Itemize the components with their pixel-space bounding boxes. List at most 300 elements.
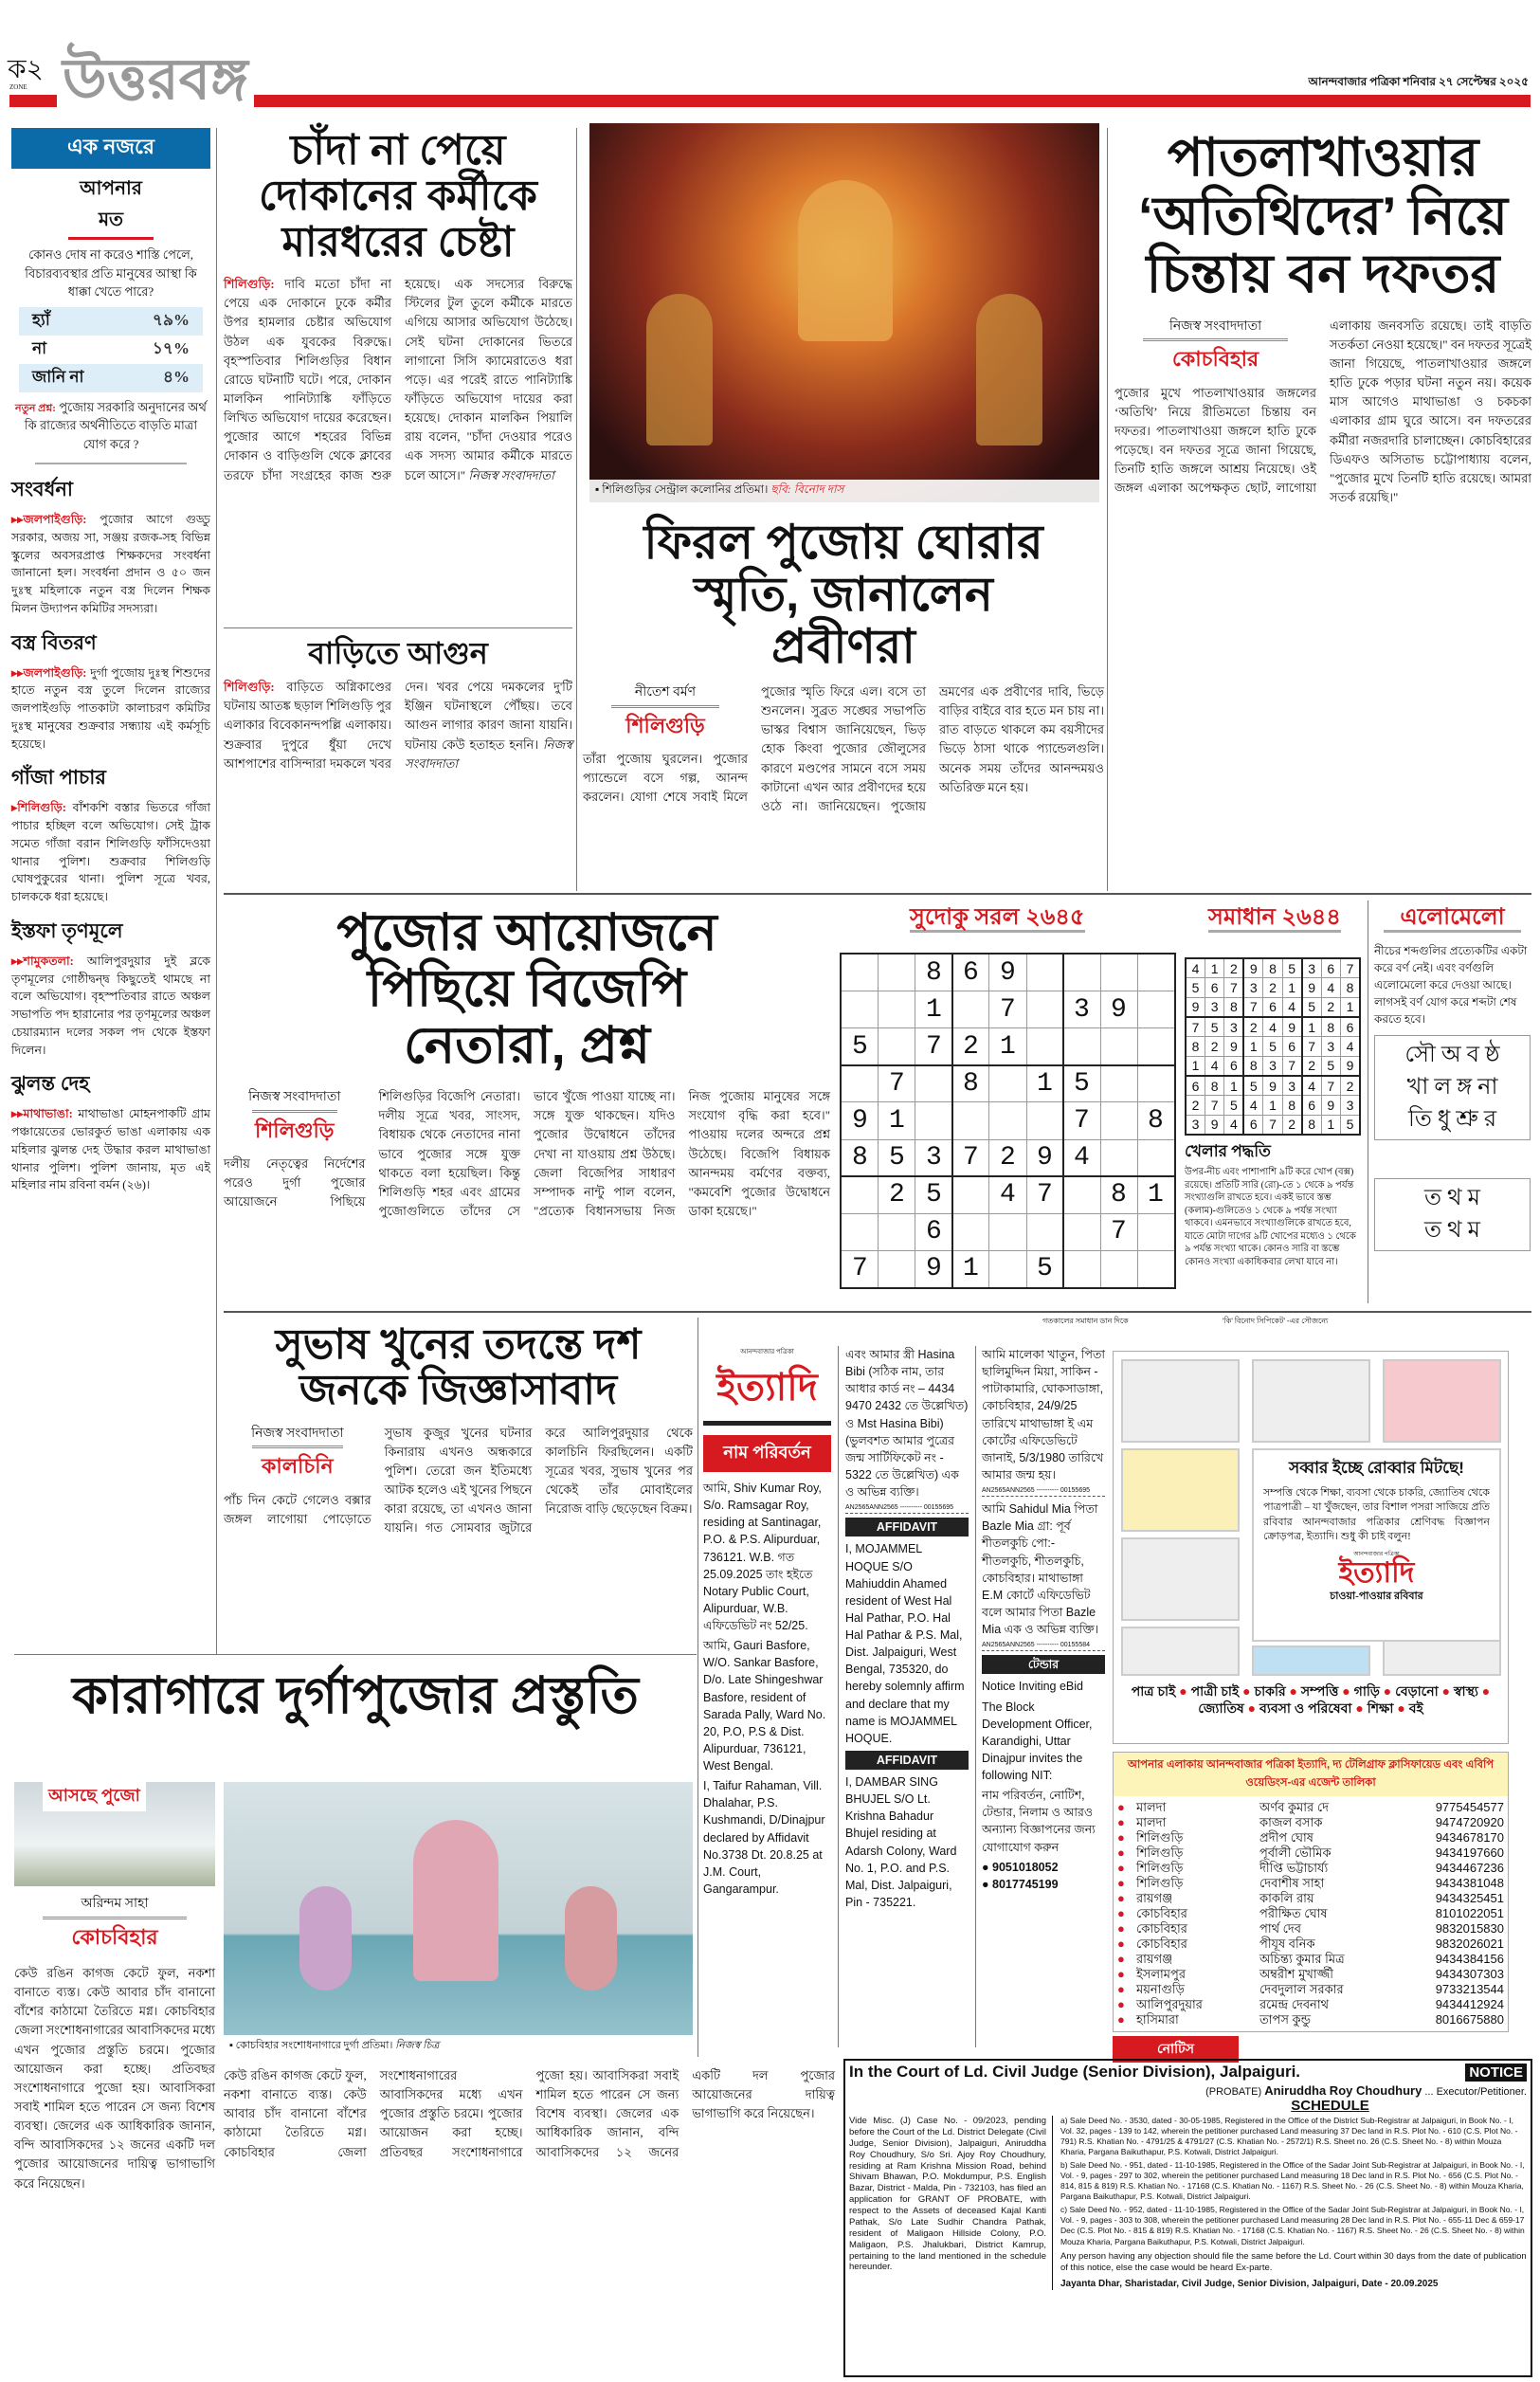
agent-phone: 8101022051 <box>1435 1906 1504 1920</box>
grid-cell: 8 <box>1205 1076 1223 1096</box>
byline: নিজস্ব সংবাদদাতা <box>1169 318 1262 334</box>
agent-area: রায়গঞ্জ <box>1136 1952 1173 1966</box>
agent-name: দেবাশীষ সাহা <box>1259 1876 1325 1890</box>
credit: নিজস্ব সংবাদদাতা <box>405 736 573 771</box>
agent-area: কোচবিহার <box>1136 1937 1187 1951</box>
bullet-dot: ● <box>1117 1997 1125 2011</box>
article-text: বাড়িতে অগ্নিকাণ্ডের ঘটনায় আতঙ্ক ছড়াল শিলিগুড়ি পুর এলাকার বিবেকানন্দপল্লি এলাকায়। শুক্রবার দুপুরে ধুঁয়া দেখে আশপাশের বাসিন্দারা দমকলে খবর দেন। খবর পেয়ে দমকলের দু'টি ইঞ্জিন ঘটনাস্থলে পৌঁছয়। তবে আগুন লাগার কারণ জানা যায়নি। ঘটনায় কেউ হতাহত হননি। <box>224 680 572 771</box>
dateline-place: শিলিগুড়ি <box>611 705 719 742</box>
headline: পাতলাখাওয়ার ‘অতিথিদের’ নিয়ে চিন্তায় বন দফতর <box>1137 127 1509 304</box>
bullet-dot: ● <box>1117 1800 1125 1814</box>
jumble-puzzle <box>1374 905 1531 1251</box>
classified-ad: I, Taifur Rahaman, Vill. Dhalahar, P.S. Kushmandi, D/Dinajpur declared by Affidavit No.3738 Dt. 20.8.25 at J.M. Court, Gangarampur. <box>703 1779 825 1896</box>
grid-cell: 4 <box>1341 1037 1361 1056</box>
agent-row <box>1117 1906 1504 1921</box>
headline: ফিরল পুজোয় ঘোরার স্মৃতি, জানালেন প্রবীণরা <box>643 516 1043 673</box>
grid-cell: 8 <box>1263 958 1282 978</box>
article-text: কেউ রঙিন কাগজ কেটে ফুল, নকশা বানাতে ব্যস্ত। কেউ আবার চাঁদ বানানো বাঁশের কাঠামো তৈরিতে মগ্ন। কোচবিহার জেলা সংশোধনাগারের আবাসিকদের মধ্যে এখন পুজোর প্রস্তুতি চরমে। পুজোর আয়োজন করা হচ্ছে। প্রতিবছর সংশোধনাগারে পুজো হয়। আবাসিকরা সবাই শামিল হতে পারেন সে জন্য বিশেষ ব্যবস্থা। জেলের এক আধিকারিক জানান, বন্দি আবাসিকদের ১২ জনের একটি দল পুজোর আয়োজনের দায়িত্ব ভাগাভাগি করে নিয়েছেন। <box>224 2068 835 2159</box>
grid-cell: 9 <box>1302 978 1321 997</box>
classified-ad: The Block Development Officer, Karandighi, Uttar Dinajpur invites the following NIT: <box>982 1700 1093 1783</box>
classified-ad: Notice Inviting eBid <box>982 1680 1084 1694</box>
jumble-word: সৌ অ ব ষ্ঠ <box>1404 1043 1500 1068</box>
grid-row <box>1186 997 1360 1017</box>
agent-row <box>1117 1921 1504 1937</box>
grid-cell: 4 <box>1263 1017 1282 1037</box>
grid-cell: 2 <box>1321 997 1340 1017</box>
notice-tab: নোটিস <box>1113 2036 1239 2063</box>
page-number: ক২ <box>8 54 44 83</box>
brief-title: গাঁজা পাচার <box>11 767 106 790</box>
grid-cell: 8 <box>1282 1096 1301 1115</box>
agent-row <box>1117 1967 1504 1982</box>
story-forest-elephants <box>1114 128 1531 857</box>
grid-cell: 9 <box>1205 1115 1223 1135</box>
dateline: আনন্দবাজার পত্রিকা শনিবার ২৭ সেপ্টেম্বর ২০২৫ <box>1308 75 1529 88</box>
petitioner-role: ... Executor/Petitioner. <box>1424 2086 1527 2098</box>
bullet-dot: ● <box>1477 1683 1491 1699</box>
article-text: দাবি মতো চাঁদা না পেয়ে এক দোকানে ঢুকে কর্মীর উপর হামলার চেষ্টার অভিযোগ উঠল এক যুবকের বিরুদ্ধে। বৃহস্পতিবার শিলিগুড়ির বিধান রোডে ঘটনাটি ঘটে। পরে, দোকান মালকিন পানিট্যাঙ্কি ফাঁড়িতে লিখিত অভিযোগ দায়ের করেছেন। পুজোর আগে শহরের বিভিন্ন দোকান ও বাড়িগুলি থেকে ক্লাবের তরফে চাঁদা সংগ্রহের কাজ শুরু হয়েছে। এক সদস্যের বিরুদ্ধে স্টিলের টুল তুলে কর্মীকে মারতে এগিয়ে আসার অভিযোগ উঠেছে। সেই ঘটনা দোকানের ভিতরে লাগানো সিসি ক্যামেরাতেও ধরা পড়ে। এর পরেই রাতে পানিট্যাঙ্কি ফাঁড়িতে অভিযোগ দায়ের করা হয়েছে। দোকান মালকিন পিয়ালি রায় বলেন, "চাঁদা দেওয়ার পরেও এক সদস্য আমার কর্মীকে মারতে চলে আসে।" <box>224 277 572 482</box>
grid-cell: 3 <box>1341 1096 1361 1115</box>
sudoku-row: 6 7 <box>852 1217 1186 1246</box>
ad-body: সম্পত্তি থেকে শিক্ষা, ব্যবসা থেকে চাকরি, জ্যোতিষ থেকে পাত্রপাত্রী – যা খুঁজছেন, তার বিশাল পসরা সাজিয়ে প্রতি রবিবার আনন্দবাজার পত্রিকার শ্রেণিবদ্ধ বিজ্ঞাপন ক্রোড়পত্র, ইত্যাদি। শুধু কী চাই বলুন! <box>1263 1487 1490 1543</box>
caption-text: কোচবিহার সংশোধনাগারে দুর্গা প্রতিমা। <box>235 2040 393 2051</box>
agent-area: রায়গঞ্জ <box>1136 1891 1173 1905</box>
agent-area: কোচবিহার <box>1136 1921 1187 1936</box>
story-bjp-puja <box>224 905 830 1362</box>
agent-phone: 9775454577 <box>1435 1800 1504 1814</box>
agent-name: দীপ্তি ভট্টাচার্য্য <box>1259 1861 1329 1875</box>
article-body <box>224 678 572 867</box>
ad-category: বেড়ানো <box>1395 1683 1439 1699</box>
agent-area: হাসিমারা <box>1136 2012 1179 2027</box>
grid-cell: 6 <box>1302 1096 1321 1115</box>
photo-caption: ▪ কোচবিহার সংশোধনাগারে দুর্গা প্রতিমা। নিজস্ব চিত্র <box>224 2035 693 2057</box>
grid-row <box>1186 978 1360 997</box>
poll-results <box>11 307 210 392</box>
grid-cell: 2 <box>1224 958 1243 978</box>
agent-area: শিলিগুড়ি <box>1136 1830 1184 1845</box>
jail-idol-photo <box>224 1782 693 2057</box>
bullet-dot: ● <box>1117 1815 1125 1829</box>
grid-cell: 1 <box>1205 958 1223 978</box>
grid-cell: 9 <box>1224 1037 1243 1056</box>
bullet-dot: ● <box>1117 2012 1125 2027</box>
at-a-glance-column <box>11 128 210 1194</box>
grid-cell: 3 <box>1302 958 1321 978</box>
grid-cell: 9 <box>1282 1017 1301 1037</box>
grid-cell: 9 <box>1341 1056 1361 1076</box>
grid-cell: 4 <box>1302 1076 1321 1096</box>
agent-phone: 9434467236 <box>1435 1861 1504 1875</box>
agent-row <box>1117 1800 1504 1815</box>
brief-place: ▸▸জলপাইগুড়ি: <box>11 513 87 526</box>
grid-cell: 7 <box>1205 1096 1223 1115</box>
grid-cell: 5 <box>1186 978 1205 997</box>
photo-caption: ▪ শিলিগুড়ির সেন্ট্রাল কলোনির প্রতিমা। ছবি: বিনোদ দাস <box>589 480 1099 502</box>
poll-option-value: ১৭% <box>152 338 190 357</box>
grid-cell: 7 <box>1282 1056 1301 1076</box>
bullet-dot: ● <box>1351 1700 1368 1716</box>
article-text: তাঁরা পুজোয় ঘুরলেন। পুজোর প্যান্ডেলে বসে গল্প, আনন্দ করলেন। যোগা শেষে সবাই মিলে পুজোর স্মৃতি ফিরে এল। বসে তা শুনলেন। সুব্রত সঙ্ঘের সভাপতি ভাস্কর বিশ্বাস জানিয়েছেন, ভিড় হোক কিংবা পুজোর জৌলুসের কারণে মণ্ডপের সামনে বসে সময় কাটানো এখন আর প্রবীণদের হয়ে ওঠে না। জানিয়েছেন। পুজোয় ভ্রমণের এক প্রবীণের দাবি, ভিড়ে বাড়ির বাইরে বার হতে মন চায় না। রাত বাড়তে থাকলে কম বয়সীদের ভিড়ে ঠাসা থাকে প্যান্ডেলগুলি। অনেক সময় তাঁদের আনন্দময়ও অতিরিক্ত মনে হয়। <box>583 684 1104 813</box>
grid-cell: 4 <box>1321 978 1340 997</box>
news-briefs <box>11 474 210 1194</box>
grid-cell: 5 <box>1205 1017 1223 1037</box>
sudoku-row: 869 <box>852 958 1186 988</box>
brief-place: ▸▸শামুকতলা: <box>11 954 74 968</box>
sudoku-rules <box>1185 1139 1363 1268</box>
grid-cell: 5 <box>1224 1096 1243 1115</box>
court-notice <box>843 2059 1532 2377</box>
photo-credit: নিজস্ব চিত্র <box>395 2040 440 2051</box>
notice-badge: NOTICE <box>1465 2064 1527 2082</box>
grid-cell: 2 <box>1282 1115 1301 1135</box>
classified-ad: I, MOJAMMEL HOQUE S/O Mahiuddin Ahamed resident of West Hal Hal Pathar, P.O. Hal Hal Pathar & P.S. Mal, Dist. Jalpaiguri, West Bengal, 735320, do hereby solemnly affirm and declare that my name is MOJAMMEL HOQUE. <box>845 1542 965 1745</box>
grid-row <box>1186 1056 1360 1076</box>
agent-area: মালদা <box>1136 1800 1167 1814</box>
dateline-place: শিলিগুড়ি: <box>224 277 275 292</box>
agent-phone: 9434678170 <box>1435 1830 1504 1845</box>
bullet-dot: ● <box>1117 1906 1125 1920</box>
grid-cell: 1 <box>1186 1056 1205 1076</box>
rules-text: উপর-নীচ এবং পাশাপাশি ৯টি করে খোপ (বক্স) রয়েছে। প্রতিটি সারি (রো)-তে ১ থেকে ৯ পর্যন্ত সংখ্যাগুলি রাখতে হবে। একই ভাবে স্তম্ভ (কলাম)-গুলিতেও ১ থেকে ৯ পর্যন্ত সংখ্যা থাকবে। এমনভাবে সংখ্যাগুলিকে রাখতে হবে, যাতে মোটা দাগের ৯টি খোপের মধ্যেও ১ থেকে ৯ পর্যন্ত সংখ্যা থাকে। কোনও সারি বা স্তম্ভে কোনও সংখ্যা একাধিকবার লেখা যাবে না। <box>1185 1167 1356 1267</box>
schedule-title: SCHEDULE <box>1291 2098 1369 2114</box>
grid-cell: 9 <box>1321 1096 1340 1115</box>
sudoku-solution-grid <box>1185 957 1361 1136</box>
agent-row <box>1117 2012 1504 2027</box>
article-text: পুজোর মুখে পাতলাখাওয়ার জঙ্গলের ‘অতিথি’ নিয়ে রীতিমতো চিন্তায় বন দফতর। পাতলাখাওয়া জঙ্গলে হাতি ঢুকে পড়েছে। বন দফতর সূত্রে জানা গিয়েছে, তিনটি হাতি জঙ্গলে আশ্রয় নিয়েছে। ওই জঙ্গল এলাকা অপেক্ষকৃত ছোট, লাগোয়া এলাকায় জনবসতি রয়েছে। তাই বাড়তি সতর্কতা নেওয়া হয়েছে।" বন দফতর সূত্রেই জানা গিয়েছে, পাতলাখাওয়ার জঙ্গলে হাতি ঢুকে পড়ার ঘটনা নতুন নয়। কয়েক মাস আগেও মাথাভাঙা ও চকচকা এলাকার গ্রাম ঘুরে আসে। বন দফতরের কর্মীরা নজরদারি চালাচ্ছেন। কোচবিহারের ডিএফও অসিতাভ চট্টোপাধ্যায় বলেন, "পুজোর মুখে তিনটি হাতি রয়েছে। আমরা সতর্ক রয়েছি।" <box>1114 318 1531 505</box>
grid-cell: 8 <box>1186 1037 1205 1056</box>
agent-row <box>1117 1830 1504 1846</box>
grid-cell: 7 <box>1302 1037 1321 1056</box>
sudoku-row: 25 47 81 <box>852 1180 1186 1209</box>
grid-cell: 5 <box>1282 958 1301 978</box>
bullet-dot: ● <box>1117 1967 1125 1981</box>
agent-phone: 9434197660 <box>1435 1846 1504 1860</box>
bullet-dot: ● <box>1117 1982 1125 1996</box>
article-body <box>224 1424 693 1646</box>
classified-ad: আমি, Gauri Basfore, W/O. Sankar Basfore, D/o. Late Shingeshwar Basfore, resident of Sarada Pally, Ward No. 20, P.O, P.S & Dist. Alipurduar, 736121, West Bengal. <box>703 1639 826 1773</box>
agent-name: অর্ণব কুমার দে <box>1259 1800 1329 1814</box>
bullet-dot: ● <box>1117 1846 1125 1860</box>
agent-name: প্রদীপ ঘোষ <box>1259 1830 1314 1845</box>
agent-area: ময়নাগুড়ি <box>1136 1982 1185 1996</box>
grid-row <box>1186 958 1360 978</box>
agent-row <box>1117 1846 1504 1861</box>
ad-category: শিক্ষা <box>1367 1700 1394 1716</box>
grid-cell: 3 <box>1263 1056 1282 1076</box>
grid-cell: 1 <box>1243 1037 1262 1056</box>
article-body <box>224 275 572 635</box>
agent-phone: 9832015830 <box>1435 1921 1504 1936</box>
durga-idol-photo <box>589 123 1099 502</box>
jumble-word: খা ল ঙ্গ না <box>1406 1074 1498 1100</box>
agent-row <box>1117 1861 1504 1876</box>
dateline-place: কোচবিহার <box>43 1917 187 1956</box>
grid-cell: 1 <box>1224 1076 1243 1096</box>
bullet-dot: ● <box>1393 1700 1409 1716</box>
sudoku-courtesy: 'কি' বিনোদ সিপিকেট' -এর সৌজন্যে <box>1223 1317 1329 1325</box>
agent-name: পীযূষ বনিক <box>1259 1937 1315 1951</box>
dateline-place: কোচবিহার <box>1143 338 1288 375</box>
grid-cell: 4 <box>1282 997 1301 1017</box>
category-name-change: নাম পরিবর্তন <box>703 1435 831 1472</box>
brief-text: ▸▸শামুকতলা: আলিপুরদুয়ার দুই ব্লকে তৃণমূলের গোষ্ঠীদ্বন্দ্ব কিছুতেই থামছে না বলে অভিযোগ। বৃহস্পতিবার রাতে অঞ্চল সভাপতি পদ হারানোর পর তৃণমূলের অঞ্চল চেয়ারম্যান দলের সকল পদ থেকে ইস্তফা দিলেন। <box>11 954 210 1057</box>
grid-cell: 7 <box>1263 1115 1282 1135</box>
headline: চাঁদা না পেয়ে দোকানের কর্মীকে মারধরের চেষ্টা <box>259 127 537 265</box>
bullet-dot: ● <box>1117 1830 1125 1845</box>
story-jail-sidebar <box>14 1782 215 2193</box>
agent-row <box>1117 1952 1504 1967</box>
grid-cell: 3 <box>1224 1017 1243 1037</box>
grid-cell: 1 <box>1263 1096 1282 1115</box>
poll-option <box>19 364 203 392</box>
byline: নীতেশ বর্মণ <box>634 685 697 700</box>
itadi-logo: ইত্যাদি <box>703 1357 831 1426</box>
grid-cell: 5 <box>1321 1056 1340 1076</box>
grid-cell: 6 <box>1205 978 1223 997</box>
grid-row <box>1186 1115 1360 1135</box>
probate-line <box>845 2083 1531 2098</box>
ad-category: বই <box>1408 1700 1423 1716</box>
ad-category: ব্যবসা ও পরিষেবা <box>1259 1700 1352 1716</box>
grid-cell: 7 <box>1321 1076 1340 1096</box>
story-murder-probe <box>224 1322 693 1646</box>
grid-cell: 2 <box>1243 1017 1262 1037</box>
grid-cell: 4 <box>1186 958 1205 978</box>
ad-categories <box>1121 1683 1500 1717</box>
bullet-dot: ● <box>1117 1921 1125 1936</box>
agent-row <box>1117 1937 1504 1952</box>
grid-cell: 1 <box>1282 978 1301 997</box>
agent-phone: 9474720920 <box>1435 1815 1504 1829</box>
agent-phone: 9733213544 <box>1435 1982 1504 1996</box>
classified-ad: আমি Sahidul Mia পিতা Bazle Mia গ্রা: পূর্ব শীতলকুচি পো:- শীতলকুচি, শীতলকুচি, কোচবিহার। মাথাভাঙ্গা E.M কোর্টে এফিডেভিট বলে আমার পিতা Bazle Mia এক ও অভিন্ন ব্যক্তি। <box>982 1502 1099 1637</box>
bullet-dot: ● <box>1117 1952 1125 1966</box>
agent-phone: 9832026021 <box>1435 1937 1504 1951</box>
agent-area: ইসলামপুর <box>1136 1967 1186 1981</box>
brand-top: আনন্দবাজার পত্রিকা <box>740 1348 794 1355</box>
brief-text: ▸▸মাথাভাঙা: মাথাভাঙা মোহনপাকটি গ্রাম পঞ্চায়েতের ভোরকুর্ত ভাঙা এলাকায় এক মহিলার ঝুলন্ত দেহ উদ্ধার করল মাথাভাঙা থানার পুলিশ। পুলিশ জানায়, মৃত এই মহিলার নাম রবিনা বর্মন (২৬)। <box>11 1107 210 1192</box>
sudoku-row: 91 7 8 <box>852 1106 1186 1136</box>
itadi-advertisement <box>1113 1351 1509 1744</box>
grid-cell: 6 <box>1341 1017 1361 1037</box>
jumble-words-box-2 <box>1374 1178 1531 1251</box>
headline: পুজোর আয়োজনে পিছিয়ে বিজেপি নেতারা, প্রশ্ন <box>336 904 717 1074</box>
new-question <box>11 398 210 454</box>
brief-title: ঝুলন্ত দেহ <box>11 1073 90 1096</box>
grid-cell: 6 <box>1282 1037 1301 1056</box>
agent-name: পার্থ দেব <box>1259 1921 1301 1936</box>
headline-jail-puja: কারাগারে দুর্গাপুজোর প্রস্তুতি <box>72 1667 639 1724</box>
byline: নিজস্ব সংবাদদাতা <box>251 1426 344 1441</box>
ad-category: জ্যোতিষ <box>1198 1700 1244 1716</box>
grid-cell: 5 <box>1341 1115 1361 1135</box>
bullet-dot: ● <box>1117 1937 1125 1951</box>
grid-cell: 6 <box>1321 958 1340 978</box>
agent-phone: 8016675880 <box>1435 2012 1504 2027</box>
agent-name: অম্বরীশ মুখার্জ্জী <box>1259 1967 1333 1981</box>
bullet-dot: ● <box>1285 1683 1301 1699</box>
grid-cell: 7 <box>1243 997 1262 1017</box>
agent-phone: 9434384156 <box>1435 1952 1504 1966</box>
agent-name: দেবদুলাল সরকার <box>1259 1982 1344 1996</box>
poll-option <box>19 336 203 364</box>
classifieds <box>703 1346 1106 2047</box>
grid-cell: 2 <box>1302 1056 1321 1076</box>
brief-place: ▸▸জলপাইগুড়ি: <box>11 665 87 680</box>
sudoku-row: 1 7 39 <box>852 995 1186 1025</box>
bullet-dot: ● <box>1338 1683 1354 1699</box>
agent-name: তাপস কুন্ডু <box>1259 2012 1312 2027</box>
classified-ad: নাম পরিবর্তন, নোটিশ, টেন্ডার, নিলাম ও আরও অন্যান্য বিজ্ঞাপনের জন্য যোগাযোগ করুন <box>982 1789 1096 1854</box>
agent-name: কাজল বসাক <box>1259 1815 1323 1829</box>
jumble-word: তি ধু শ্রু র <box>1407 1106 1497 1132</box>
grid-cell: 5 <box>1243 1076 1262 1096</box>
classified-ad: আমি মালেকা খাতুন, পিতা ছালিমুদ্দিন মিয়া, সাকিন - পাটাকামারি, ঘোকসাডাঙ্গা, কোচবিহার, 24/9/25 তারিখে মাথাভাঙ্গা ই এম কোর্টের এফিডেভিটে জানাই, 5/3/1980 তারিখে আমার জন্ম হয়। <box>982 1348 1106 1482</box>
new-question-text: পুজোয় সরকারি অনুদানের অর্থ কি রাজ্যের অর্থনীতিতে বাড়তি মাত্রা যোগ করে ? <box>24 399 207 451</box>
notice-case-text: Vide Misc. (J) Case No. - 09/2023, pending before the Court of the Ld. District Delegate (Civil Judge, Senior Division), Jalpaiguri, Aniruddha Roy Choudhury, S/o Sri. Ajoy Roy Choudhury, residing at Ram Krishna Mission Road, behind Shivam Bhawan, P.O. Mokdumpur, P.S. English Bazar, District - Malda, Pin - 732103, has filed an application for GRANT OF PROBATE, with respect to the Assets of deceased Kajal Kanti Pathak, S/o Late Sudhir Chandra Pathak, resident of Maligaon Hillside Colony, P.O. Maligaon, P.S. Jhalukbari, District Kamrup, pertaining to the land mentioned in the schedule hereunder. <box>849 2116 1053 2290</box>
grid-cell: 3 <box>1321 1037 1340 1056</box>
agent-list <box>1113 1752 1509 2032</box>
dateline-place: শিলিগুড়ি <box>252 1110 337 1147</box>
notice-signature: Jayanta Dhar, Sharistadar, Civil Judge, Senior Division, Jalpaiguri, Date - 20.09.2025 <box>1060 2279 1439 2290</box>
article-body <box>583 682 1104 938</box>
classified-ad: I, DAMBAR SING BHUJEL S/O Lt. Krishna Bahadur Bhujel residing at Adarsh Colony, Ward No. 1, P.O. and P.S. Mal, Dist. Jalpaiguri, Pin - 735221. <box>845 1775 957 1909</box>
jumble-title: এলোমেলো <box>1384 905 1521 933</box>
poll-option-label: হ্যাঁ <box>32 310 50 329</box>
sudoku-title: সুদোকু সরল ২৬৪৫ <box>910 905 1085 933</box>
bullet-dot: ● <box>1175 1683 1191 1699</box>
poll-option-value: ৭৯% <box>152 310 190 329</box>
jumble-instructions: নীচের শব্দগুলির প্রত্যেকটির একটা করে বর্ণ নেই। এবং বর্ণগুলি এলোমেলো করে দেওয়া আছে। লাগসই বর্ণ যোগ করে শব্দটা শেষ করতে হবে। <box>1374 944 1528 1027</box>
ad-category: চাকরি <box>1254 1683 1286 1699</box>
grid-cell: 2 <box>1263 978 1282 997</box>
article-text: দলীয় নেতৃত্বের নির্দেশের পরেও দুর্গা পুজোর আয়োজনে পিছিয়ে শিলিগুড়ির বিজেপি নেতারা। দলীয় সূত্রে খবর, সাংসদ, বিধায়ক থেকে নেতাদের নানা ভাবে পুজোর সঙ্গে যুক্ত থাকতে বলা হয়েছিল। কিন্তু শিলিগুড়ি শহর এবং গ্রামের পুজোগুলিতে তাঁদের সে ভাবে খুঁজে পাওয়া যাচ্ছে না। সঙ্গে যুক্ত থাকছেন। যদিও পুজোর উদ্বোধনে তাঁদের দেখা না যাওয়ায় প্রশ্ন উঠছে। জেলা বিজেপির সাধারণ সম্পাদক নান্টু পাল বলেন, "প্রত্যেক বিধানসভায় নিজ নিজ পুজোয় মানুষের সঙ্গে সংযোগ বৃদ্ধি করা হবে।" পাওয়ায় দলের অন্দরে প্রশ্ন উঠেছে। বিজেপি বিধায়ক আনন্দময় বর্মণের বক্তব্য, "কমবেশি পুজোর উদ্বোধনে ডাকা হয়েছে।" <box>224 1089 830 1219</box>
agent-area: মালদা <box>1136 1815 1167 1829</box>
new-question-label: নতুন প্রশ্ন: <box>15 402 56 414</box>
jail-article-continued <box>224 2066 835 2370</box>
credit: নিজস্ব সংবাদদাতা <box>468 467 554 482</box>
brief-title: বস্ত্র বিতরণ <box>11 631 97 654</box>
classified-ad: এবং আমার স্ত্রী Hasina Bibi (সঠিক নাম, তার আধার কার্ড নং – 4434 9470 2432 তে উল্লেখিত) ও Mst Hasina Bibi) (ভুলবশত আমার পুত্রের জন্ম সার্টিফিকেট নং - 5322 তে উল্লেখিত) এক ও অভিন্ন ব্যক্তি। <box>845 1348 969 1499</box>
agent-row <box>1117 1876 1504 1891</box>
ad-category: সম্পত্তি <box>1300 1683 1339 1699</box>
rules-title: খেলার পদ্ধতি <box>1185 1142 1271 1160</box>
bullet-dot: ● <box>1117 1876 1125 1890</box>
ad-code: AN2565ANN2565 ---------- 00155695 <box>982 1486 1105 1497</box>
grid-cell: 3 <box>1282 1076 1301 1096</box>
brief-text: ▸শিলিগুড়ি: বাঁশকশি বস্তার ভিতরে গাঁজা পাচার হচ্ছিল বলে অভিযোগ। সেই ট্রাক সমেত গাঁজা বরান শিলিগুড়ি ফাঁসিদেওয়া থানার পুলিশ। শুক্রবার শিলিগুড়ি ঘোষপুকুরের থানা। পুলিশ সূত্রে খবর, চালককে ধরা হয়েছে। <box>11 801 210 903</box>
ad-tagline: চাওয়া-পাওয়ার রবিবার <box>1330 1590 1423 1602</box>
classifieds-col-1 <box>703 1346 831 1900</box>
agent-area: শিলিগুড়ি <box>1136 1861 1184 1875</box>
brief-text: ▸▸জলপাইগুড়ি: পুজোর আগে গুড্ডু সরকার, অজয় সা, সঞ্জয় রজক-সহ বিভিন্ন স্কুলের অবসরপ্রাপ্ত শিক্ষকদের সংবর্ধনা জানানো হল। সংবর্ধনা প্রদান ও ৫০ জন দুঃস্থ মহিলাকে নতুন বস্ত্র দিলেন শিক্ষক মিলন উদ্যাপন কমিটির সদস্যরা। <box>11 513 210 615</box>
grid-cell: 7 <box>1341 958 1361 978</box>
grid-cell: 3 <box>1186 1115 1205 1135</box>
agent-row <box>1117 1997 1504 2012</box>
brief-place: ▸▸মাথাভাঙা: <box>11 1107 73 1121</box>
contact-number: ● 8017745199 <box>982 1877 1059 1891</box>
grid-cell: 8 <box>1224 997 1243 1017</box>
grid-cell: 2 <box>1205 1037 1223 1056</box>
ad-code: AN2565ANN2565 ---------- 00155584 <box>982 1641 1105 1651</box>
schedule-items <box>1060 2116 1527 2290</box>
story-elders-puja <box>583 517 1104 938</box>
sudoku-row: 7 8 15 <box>852 1069 1186 1099</box>
sudoku-row: 5 721 <box>852 1032 1186 1062</box>
probate-label: (PROBATE) <box>1205 2086 1262 2098</box>
ad-brand-top: আনন্দবাজার পত্রিকা <box>1353 1551 1400 1557</box>
grid-cell: 8 <box>1341 978 1361 997</box>
grid-cell: 1 <box>1341 997 1361 1017</box>
agent-row <box>1117 1982 1504 1997</box>
agent-area: শিলিগুড়ি <box>1136 1876 1184 1890</box>
sudoku-row: 8537294 <box>852 1143 1186 1173</box>
grid-cell: 9 <box>1263 1076 1282 1096</box>
agent-phone: 9434412924 <box>1435 1997 1504 2011</box>
agent-phone: 9434325451 <box>1435 1891 1504 1905</box>
grid-cell: 8 <box>1321 1017 1340 1037</box>
grid-cell: 1 <box>1302 1017 1321 1037</box>
grid-cell: 1 <box>1321 1115 1340 1135</box>
headline: সুভাষ খুনের তদন্তে দশ জনকে জিজ্ঞাসাবাদ <box>275 1321 642 1414</box>
article-body <box>1114 317 1531 857</box>
petitioner-name: Aniruddha Roy Choudhury <box>1264 2083 1422 2098</box>
schedule-item: c) Sale Deed No. - 952, dated - 11-10-1985, Registered in the Office of the Sadar Joint Sub-Registrar at Jalpaiguri, in Book No. - I, Vol. - 9, pages - 303 to 308, wherein the petitioner purchased Land measuring 28 Dec land in R.S. Plot No. - 655-11 Dec & 659-17 Dec (C.S. Plot No. - 815 & 819) R.S. Khatian No. - 17168 (C.S. Khatian No. - 1167) R.S. Sheet No. - 26 (C.S. Sheet No. - 8) within Mouza Kharia, Pargana Baikuthapur, P.S. Kotwali, District Jalpaiguri. <box>1060 2205 1525 2246</box>
ad-code: AN2565ANN2565 ---------- 00155695 <box>845 1503 969 1514</box>
grid-row <box>1186 1096 1360 1115</box>
sudoku-row: 7 91 5 <box>852 1254 1186 1283</box>
poll-question: কোনও দোষ না করেও শাস্তি পেলে, বিচারব্যবস্থার প্রতি মানুষের আস্থা কি ধাক্কা খেতে পারে? <box>25 247 197 299</box>
grid-cell: 6 <box>1186 1076 1205 1096</box>
agent-list-title: আপনার এলাকায় আনন্দবাজার পত্রিকা ইত্যাদি, দ্য টেলিগ্রাফ ক্লাসিফায়েড এবং এবিপি ওয়েডিংস-এর এজেন্ট তালিকা <box>1114 1753 1508 1796</box>
ad-category: গাড়ি <box>1353 1683 1380 1699</box>
bullet-dot: ● <box>1243 1700 1260 1716</box>
grid-row <box>1186 1037 1360 1056</box>
schedule-item: b) Sale Deed No. - 951, dated - 11-10-1985, Registered in the Office of the Sadar Joint Sub-Registrar at Jalpaiguri, in Book No. - I, Vol. - 9, pages - 297 to 302, wherein the petitioner purchased Land measuring 18 Dec land in R.S. Plot No. - 656 (C.S. Plot No. - 814, 815 & 819) R.S. Khatian No. - 17168 (C.S. Khatian No. - 1167) R.S. Sheet No. - 26 (C.S. Sheet No. - 8) within Mouza Kharia, Pargana Baikuthapur, P.S. Kotwali, District Jalpaiguri. <box>1060 2160 1525 2202</box>
bullet-dot: ● <box>1379 1683 1396 1699</box>
photo-credit: ছবি: বিনোদ দাস <box>770 482 844 496</box>
grid-cell: 5 <box>1263 1037 1282 1056</box>
dateline-place: কালচিনি <box>252 1446 343 1482</box>
ad-category: স্বাস্থ্য <box>1453 1683 1478 1699</box>
bullet-dot: ● <box>1239 1683 1255 1699</box>
ad-category: পাত্র চাই <box>1131 1683 1176 1699</box>
article-text: কেউ রঙিন কাগজ কেটে ফুল, নকশা বানাতে ব্যস্ত। কেউ আবার চাঁদ বানানো বাঁশের কাঠামো তৈরিতে মগ্ন। কোচবিহার জেলা সংশোধনাগারের আবাসিকদের মধ্যে এখন পুজোর প্রস্তুতি চরমে। পুজোর আয়োজন করা হচ্ছে। প্রতিবছর সংশোধনাগারে পুজো হয়। আবাসিকরা সবাই শামিল হতে পারেন সে জন্য বিশেষ ব্যবস্থা। জেলের এক আধিকারিক জানান, বন্দি আবাসিকদের ১২ জনের একটি দল পুজোর আয়োজনের দায়িত্ব ভাগাভাগি করে নিয়েছেন। <box>14 1966 215 2191</box>
classified-heading: AFFIDAVIT <box>845 1518 969 1536</box>
agent-name: রমেন্দ্র দেবনাথ <box>1259 1997 1330 2011</box>
grid-cell: 9 <box>1243 958 1262 978</box>
brief-title: ইস্তফা তৃণমূলে <box>11 919 123 942</box>
grid-cell: 7 <box>1224 978 1243 997</box>
grid-cell: 6 <box>1263 997 1282 1017</box>
ad-itadi-logo: ইত্যাদি <box>1338 1556 1415 1589</box>
agent-name: পরীক্ষিত ঘোষ <box>1259 1906 1328 1920</box>
at-a-glance-title: এক নজরে <box>11 128 210 169</box>
objection-text: Any person having any objection should file the same before the Ld. Court within 30 days from the date of publication of this notice, else the case would be heard Ex-parte. <box>1060 2250 1527 2273</box>
agent-phone: 9434307303 <box>1435 1967 1504 1981</box>
dateline-place: শিলিগুড়ি: <box>224 680 275 695</box>
grid-row <box>1186 1017 1360 1037</box>
poll-title: আপনার মত <box>68 174 154 240</box>
agent-row <box>1117 1891 1504 1906</box>
byline: অরিন্দম সাহা <box>81 1897 149 1911</box>
grid-cell: 2 <box>1186 1096 1205 1115</box>
grid-cell: 7 <box>1186 1017 1205 1037</box>
agent-phone: 9434381048 <box>1435 1876 1504 1890</box>
grid-cell: 6 <box>1243 1115 1262 1135</box>
poll-option-value: ৪% <box>162 367 190 386</box>
